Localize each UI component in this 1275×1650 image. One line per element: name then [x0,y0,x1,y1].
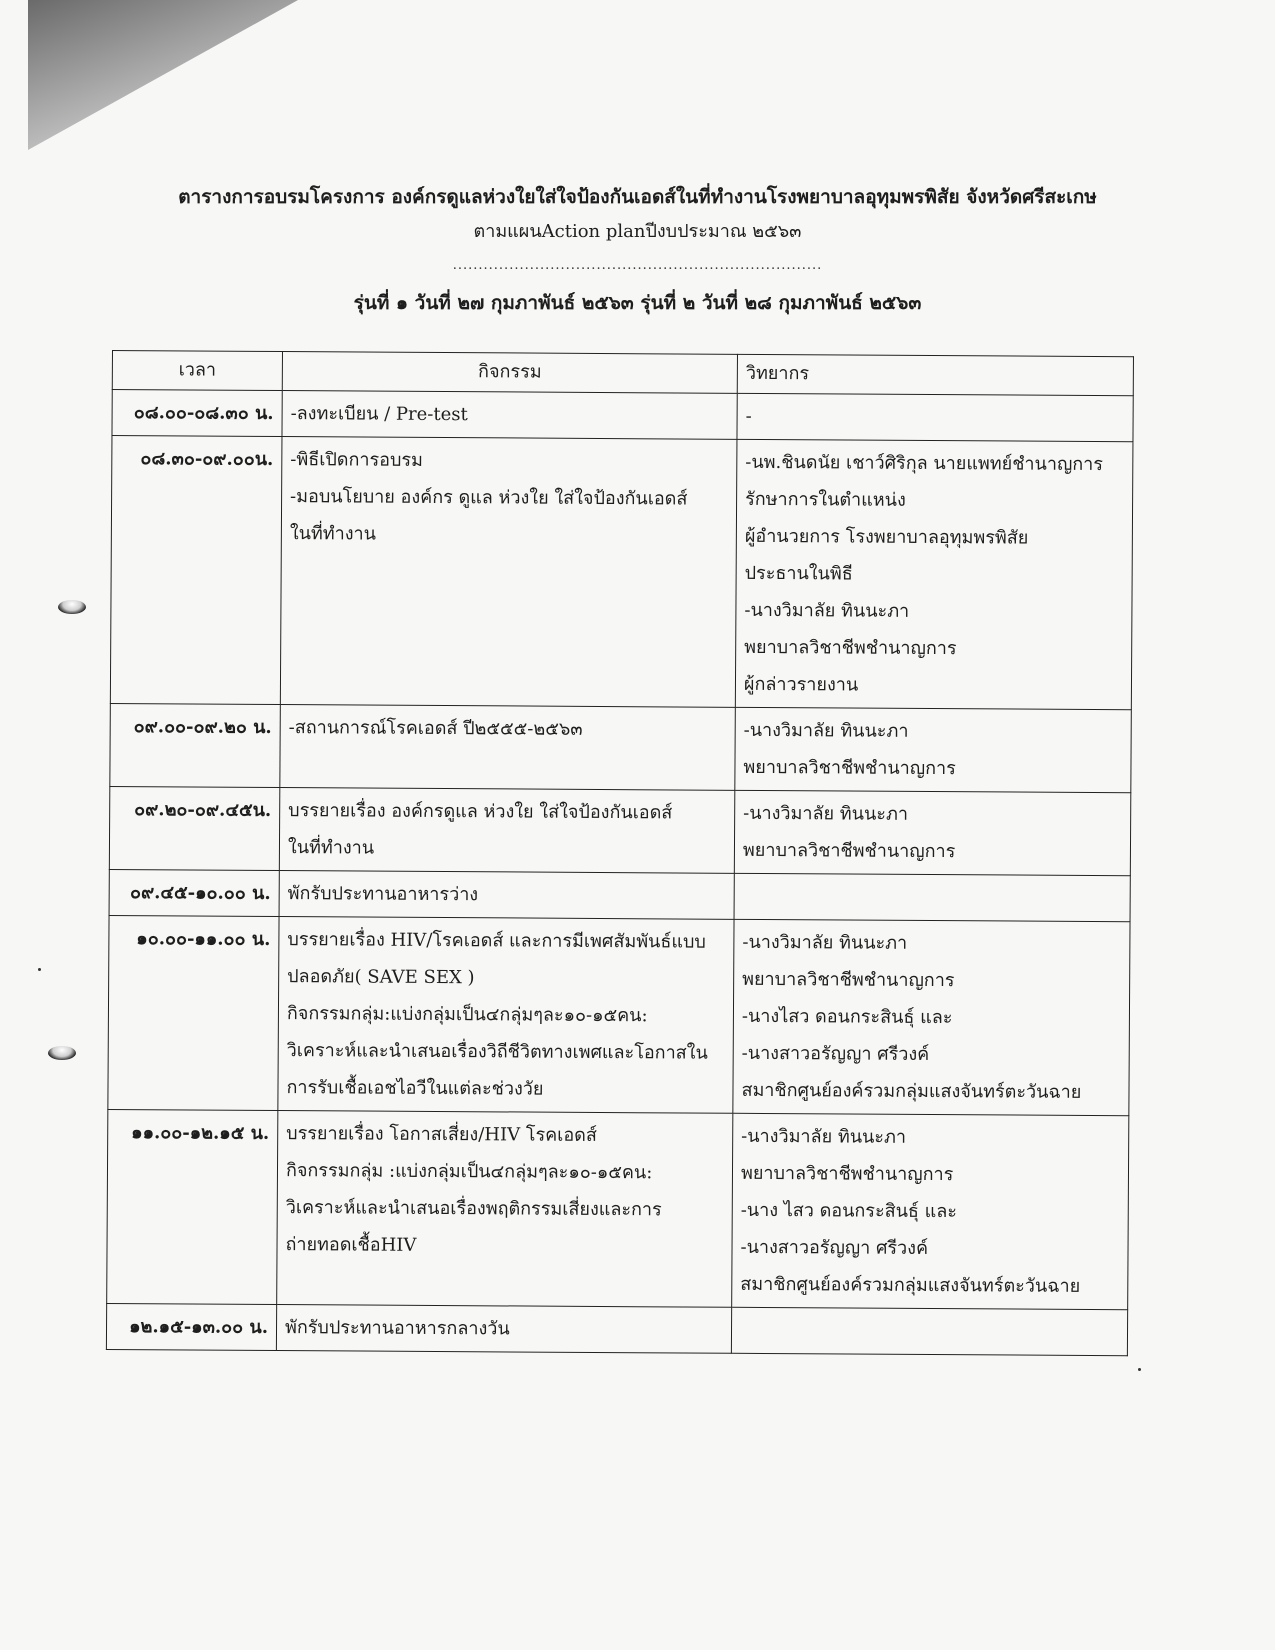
scan-speck [38,968,41,971]
speaker-line: -นางวิมาลัย ทินนะภา [742,931,908,954]
folded-corner-shadow [28,0,298,150]
activity-cell [277,1111,733,1308]
speaker-cell [737,393,1133,441]
activity-line: การรับเชื้อเอชไอวีในแต่ละช่วงวัย [286,1077,544,1100]
activity-line: กิจกรรมกลุ่ม :แบ่งกลุ่มเป็น๔กลุ่มๆละ๑๐-๑๕คน: [285,1160,653,1184]
speaker-line: -นางวิมาลัย ทินนะภา [744,599,910,622]
time-cell: ๑๒.๑๕-๑๓.๐๐ น. [106,1303,276,1350]
speaker-line: -นางสาวอรัญญา ศรีวงค์ [740,1236,929,1260]
time-cell: ๐๙.๐๐-๐๙.๒๐ น. [110,703,280,787]
activity-line: บรรยายเรื่อง องค์กรดูแล ห่วงใย ใส่ใจป้องกันเอดส์ [288,800,673,824]
dotted-separator: ........................................................................ [452,258,823,273]
activity-cell [276,1305,731,1354]
table-row [107,1109,1129,1309]
speaker-cell [733,919,1130,1115]
table-row [109,869,1130,921]
speaker-cell [734,790,1130,875]
activity-line: วิเคราะห์และนำเสนอเรื่องวิถีชีวิตทางเพศและโอกาสใน [286,1040,708,1064]
speaker-line: -นางไสว ดอนกระสินธุ์ และ [741,1005,953,1029]
speaker-line: ผู้อำนวยการ โรงพยาบาลอุทุมพรพิสัย [744,525,1029,549]
table-header-row [112,351,1133,396]
header-activity: กิจกรรม [282,352,737,394]
speaker-cell [735,707,1131,792]
schedule-body [106,390,1133,1356]
speaker-line: พยาบาลวิชาชีพชำนาญการ [743,756,956,780]
punch-hole-lower [48,1046,76,1060]
speaker-line: - [745,405,752,427]
activity-line: ในที่ทำงาน [289,523,377,545]
speaker-line: สมาชิกศูนย์องค์รวมกลุ่มแสงจันทร์ตะวันฉาย [741,1079,1082,1103]
activity-line: ถ่ายทอดเชื้อHIV [285,1234,417,1256]
speaker-line: -นพ.ชินดนัย เชาว์ศิริกุล นายแพทย์ชำนาญการ [745,451,1104,476]
activity-line: พักรับประทานอาหารกลางวัน [284,1317,510,1340]
speaker-line: -นางสาวอรัญญา ศรีวงค์ [741,1042,930,1066]
speaker-line: พยาบาลวิชาชีพชำนาญการ [742,839,956,863]
speaker-cell [731,1307,1127,1355]
table-row [108,915,1130,1115]
punch-hole-upper [58,600,86,614]
speaker-line: -นางวิมาลัย ทินนะภา [743,719,909,742]
time-cell: ๑๑.๐๐-๑๒.๑๕ น. [107,1109,278,1304]
table-row [110,703,1131,792]
activity-line: ในที่ทำงาน [287,837,375,859]
speaker-line: -นางวิมาลัย ทินนะภา [743,802,909,825]
speaker-line: พยาบาลวิชาชีพชำนาญการ [740,1162,954,1186]
speaker-line: -นาง ไสว ดอนกระสินธุ์ และ [740,1199,958,1223]
document-title: ตารางการอบรมโครงการ องค์กรดูแลห่วงใยใส่ใจป้องกันเอดส์ในที่ทำงานโรงพยาบาลอุทุมพรพิสัย จังหวัดศรีสะเกษ [178,186,1097,208]
speaker-line: -นางวิมาลัย ทินนะภา [741,1125,907,1148]
table-row [109,786,1130,875]
speaker-cell [732,1113,1129,1309]
activity-line: -พิธีเปิดการอบรม [290,449,424,471]
document-subtitle: ตามแผนAction planปีงบประมาณ ๒๕๖๓ [473,221,802,242]
speaker-cell [734,873,1130,921]
table-row [112,390,1133,442]
time-cell: ๑๐.๐๐-๑๑.๐๐ น. [108,915,279,1110]
scan-speck [1138,1368,1141,1371]
time-cell: ๐๙.๒๐-๐๙.๔๕น. [109,786,279,870]
speaker-line: ผู้กล่าวรายงาน [743,673,859,696]
time-cell: ๐๘.๓๐-๐๙.๐๐น. [110,436,282,705]
activity-cell [278,917,734,1114]
time-cell: ๐๙.๔๕-๑๐.๐๐ น. [109,869,279,916]
activity-cell [280,705,736,791]
header-time: เวลา [112,351,282,391]
activity-cell [280,437,737,708]
table-row [110,436,1133,710]
activity-line: -สถานการณ์โรคเอดส์ ปี๒๕๕๕-๒๕๖๓ [288,717,583,740]
speaker-line: พยาบาลวิชาชีพชำนาญการ [742,968,955,992]
activity-line: กิจกรรมกลุ่ม:แบ่งกลุ่มเป็น๔กลุ่มๆละ๑๐-๑๕คน: [286,1003,648,1027]
activity-line: -ลงทะเบียน / Pre-test [290,403,468,426]
activity-cell [279,788,735,874]
time-cell: ๐๘.๐๐-๐๘.๓๐ น. [112,390,282,437]
speaker-line: ประธานในพิธี [744,562,853,585]
speaker-cell [735,439,1133,709]
activity-cell [282,391,737,440]
activity-line: บรรยายเรื่อง HIV/โรคเอดส์ และการมีเพศสัมพันธ์แบบ [287,929,706,953]
speaker-line: สมาชิกศูนย์องค์รวมกลุ่มแสงจันทร์ตะวันฉาย [740,1273,1081,1297]
header-speaker: วิทยากร [737,354,1133,395]
activity-line: บรรยายเรื่อง โอกาสเสี่ยง/HIV โรคเอดส์ [286,1123,597,1146]
speaker-line: พยาบาลวิชาชีพชำนาญการ [744,636,957,660]
activity-line: พักรับประทานอาหารว่าง [287,883,479,906]
speaker-line: รักษาการในตำแหน่ง [745,488,906,511]
activity-cell [279,871,734,920]
activity-line: -มอบนโยบาย องค์กร ดูแล ห่วงใย ใส่ใจป้องกันเอดส์ [290,486,688,510]
session-dates: รุ่นที่ ๑ วันที่ ๒๗ กุมภาพันธ์ ๒๕๖๓ รุ่นที่ ๒ วันที่ ๒๘ กุมภาพันธ์ ๒๕๖๓ [353,292,922,314]
activity-line: วิเคราะห์และนำเสนอเรื่องพฤติกรรมเสี่ยงและการ [285,1197,662,1221]
table-row [106,1303,1127,1355]
activity-line: ปลอดภัย( SAVE SEX ) [287,966,475,989]
training-schedule-table [106,350,1134,1356]
